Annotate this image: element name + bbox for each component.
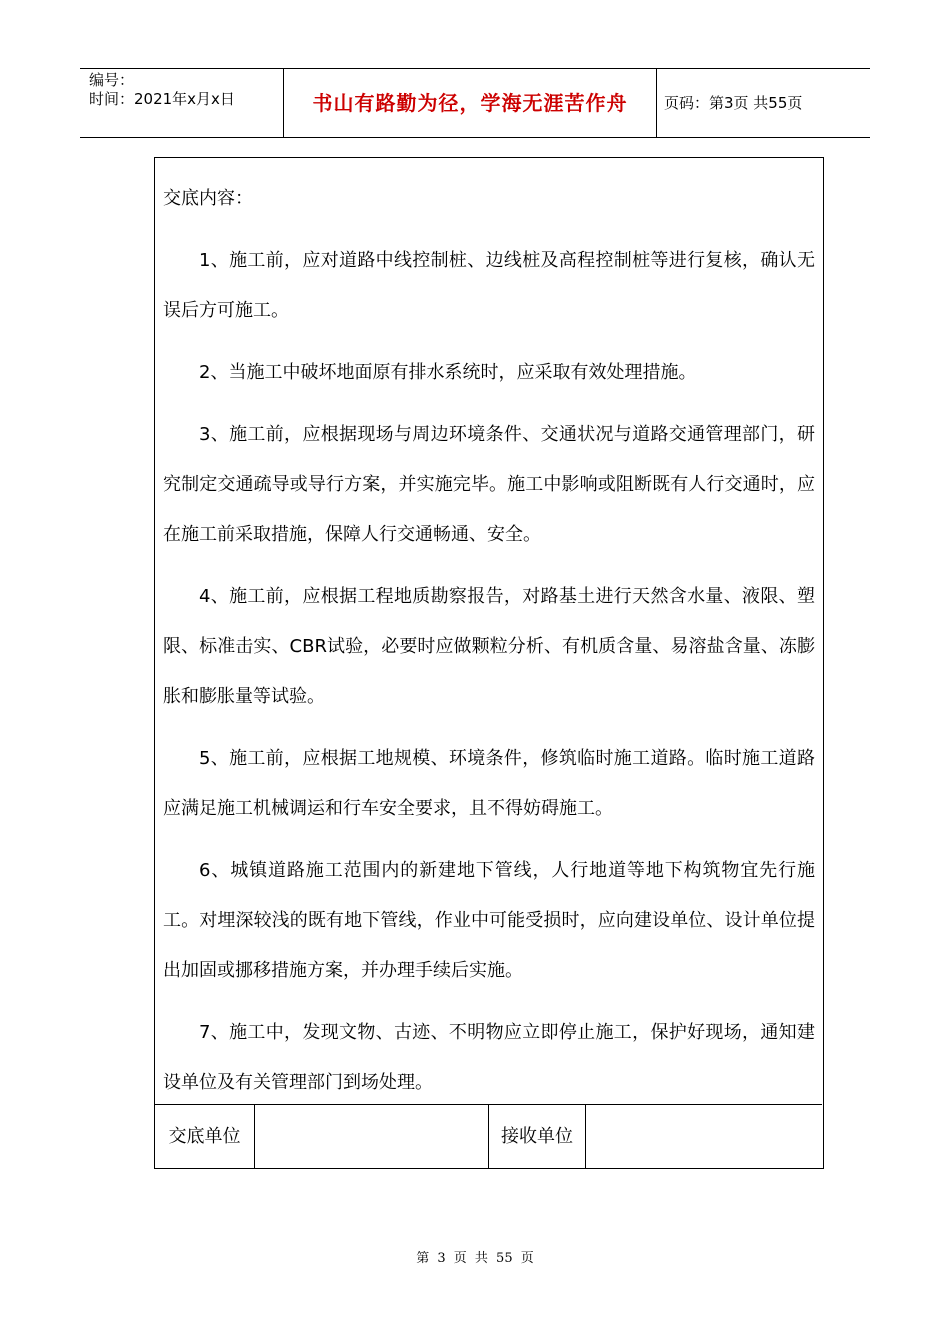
signature-row: [155, 1104, 822, 1169]
content-item: 2、当施工中破坏地面原有排水系统时，应采取有效处理措施。: [199, 362, 697, 383]
receiving-unit-label: 接收单位: [501, 1126, 573, 1147]
handover-unit-field[interactable]: [255, 1105, 487, 1169]
page-footer: 第 3 页 共 55 页: [416, 1251, 534, 1266]
content-item: 6、城镇道路施工范围内的新建地下管线，人行地道等地下构筑物宜先行施工。对埋深较浅的既有地下管线，作业中可能受损时，应向建设单位、设计单位提出加固或挪移措施方案，并办理手续后实施。: [163, 860, 815, 981]
page-header: [80, 68, 870, 138]
handover-form: [154, 157, 824, 1169]
header-motto: 书山有路勤为径，学海无涯苦作舟: [312, 91, 628, 115]
handover-content: [163, 174, 815, 1120]
date-label: 时间：2021年x月x日: [89, 90, 235, 108]
content-item: 1、施工前，应对道路中线控制桩、边线桩及高程控制桩等进行复核，确认无误后方可施工。: [163, 250, 815, 321]
header-divider: [656, 69, 657, 137]
receiving-unit-field[interactable]: [586, 1105, 822, 1169]
serial-label: 编号：: [89, 71, 135, 89]
handover-unit-label: 交底单位: [168, 1126, 241, 1147]
header-meta: [89, 71, 235, 109]
content-item: 3、施工前，应根据现场与周边环境条件、交通状况与道路交通管理部门，研究制定交通疏导或导行方案，并实施完毕。施工中影响或阻断既有人行交通时，应在施工前采取措施，保障人行交通畅通、安全。: [163, 424, 815, 545]
content-label: 交底内容：: [163, 188, 253, 209]
header-page-code: 页码：第3页 共55页: [664, 94, 803, 112]
content-item: 7、施工中，发现文物、古迹、不明物应立即停止施工，保护好现场，通知建设单位及有关管理部门到场处理。: [163, 1022, 815, 1093]
content-item: 4、施工前，应根据工程地质勘察报告，对路基土进行天然含水量、液限、塑限、标准击实、CBR试验，必要时应做颗粒分析、有机质含量、易溶盐含量、冻膨胀和膨胀量等试验。: [163, 586, 815, 707]
content-item: 5、施工前，应根据工地规模、环境条件，修筑临时施工道路。临时施工道路应满足施工机械调运和行车安全要求，且不得妨碍施工。: [163, 748, 815, 819]
